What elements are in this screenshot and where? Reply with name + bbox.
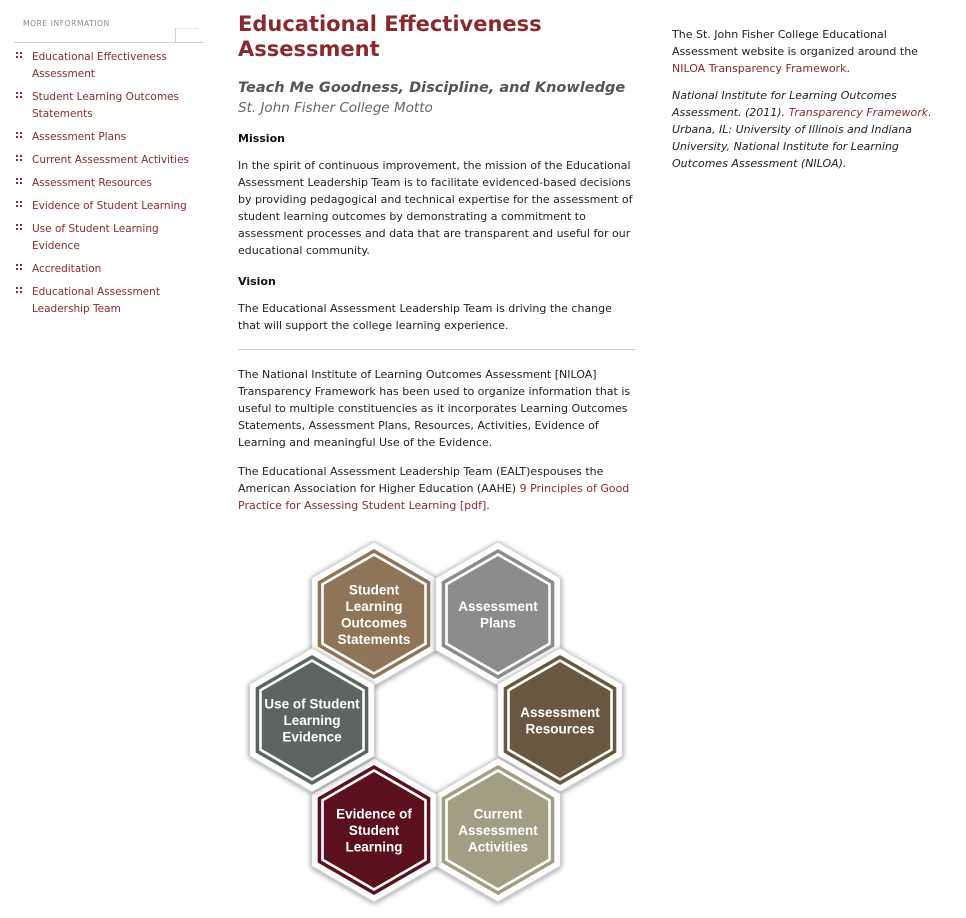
sidebar-link[interactable]: Assessment Resources <box>32 177 152 189</box>
transparency-framework-link[interactable]: Transparency Framework <box>788 106 929 119</box>
framework-citation: National Institute for Learning Outcomes Assessment. (2011). Transparency Framework. Urbana, IL: University of Illinois and Indiana University, National Institute for Learning Outcomes Assessment (NILOA). <box>672 89 932 170</box>
page-title: Educational Effectiveness Assessment <box>238 12 542 61</box>
ealt-paragraph: The Educational Assessment Leadership Team (EALT)espouses the American Association for Higher Education (AAHE) 9 Principles of Good Practice for Assessing Student Learning [pdf]. <box>238 465 630 512</box>
grip-bullet-icon <box>16 92 22 99</box>
sidebar-item-leadership-team[interactable] <box>14 284 204 318</box>
more-information-label: MORE INFORMATION <box>23 19 110 28</box>
hex-label-line: Assessment <box>520 704 600 720</box>
hex-label-line: Statements <box>337 631 411 647</box>
sidebar-link[interactable]: Evidence of Student Learning <box>32 200 187 212</box>
sidebar-item-assessment-plans[interactable] <box>14 129 204 146</box>
sidebar-link[interactable]: Educational Effectiveness Assessment <box>32 51 167 80</box>
vision-text: The Educational Assessment Leadership Team is driving the change that will support the college learning experience. <box>238 302 612 332</box>
grip-bullet-icon <box>16 264 22 271</box>
hex-label-line: Learning <box>345 839 403 855</box>
grip-bullet-icon <box>16 201 22 208</box>
sidebar-link[interactable]: Student Learning Outcomes Statements <box>32 91 179 120</box>
niloa-framework-link[interactable]: NILOA Transparency Framework <box>672 62 847 75</box>
grip-bullet-icon <box>16 52 22 59</box>
hex-label-line: Learning <box>283 713 341 728</box>
vision-heading: Vision <box>238 275 276 288</box>
mission-text: In the spirit of continuous improvement, the mission of the Educational Assessment Leadership Team is to facilitate evidenced-based decisions by providing pedagogical and technical expertise for the assessment of student learning outcomes by demonstrating a commitment to assessment processes and data that are transparent and useful for our educational community. <box>238 159 633 257</box>
section-divider <box>238 349 636 350</box>
hex-label-line: Outcomes <box>340 615 408 631</box>
grip-bullet-icon <box>16 155 22 162</box>
hex-label-line: Evidence <box>282 729 342 745</box>
sidebar-item-evidence[interactable] <box>14 198 204 215</box>
right-column <box>672 26 954 182</box>
sidebar-item-accreditation[interactable] <box>14 261 204 278</box>
sidebar-item-learning-outcomes[interactable] <box>14 89 204 123</box>
grip-bullet-icon <box>16 287 22 294</box>
sidebar-list <box>14 49 204 318</box>
framework-intro: The St. John Fisher College Educational Assessment website is organized around the NILOA Transparency Framework. <box>672 28 918 75</box>
sidebar-item-use-of-evidence[interactable] <box>14 221 204 255</box>
sidebar-item-assessment-resources[interactable] <box>14 175 204 192</box>
main-content <box>238 12 636 514</box>
hex-label-line: Student <box>348 582 400 598</box>
mission-heading: Mission <box>238 132 285 145</box>
hex-label-line: Student <box>348 823 400 838</box>
hexagon-diagram-svg <box>232 534 642 914</box>
hex-label-line: Plans <box>479 615 517 631</box>
motto-source: St. John Fisher College Motto <box>238 100 433 116</box>
principles-pdf-link[interactable]: 9 Principles of Good Practice for Assessing Student Learning [pdf] <box>238 482 630 512</box>
hex-label-line: Use of Student <box>264 696 360 712</box>
hex-label-line: Assessment <box>458 823 538 838</box>
sidebar-link[interactable]: Educational Assessment Leadership Team <box>32 286 160 315</box>
grip-bullet-icon <box>16 132 22 139</box>
header-tab-decoration <box>175 28 198 43</box>
hex-label-line: Evidence of <box>336 806 412 822</box>
hex-label-line: Activities <box>467 839 529 855</box>
hex-label-line: Assessment <box>458 598 538 614</box>
sidebar-link[interactable]: Assessment Plans <box>32 131 127 143</box>
sidebar-link[interactable]: Accreditation <box>32 263 102 275</box>
transparency-framework-diagram <box>232 534 642 914</box>
more-information-header <box>14 14 204 43</box>
sidebar-nav <box>14 14 204 324</box>
college-motto: Teach Me Goodness, Discipline, and Knowledge <box>238 80 626 96</box>
sidebar-item-educational-effectiveness[interactable] <box>14 49 204 83</box>
hex-label-line: Resources <box>525 721 595 737</box>
niloa-paragraph: The National Institute of Learning Outcomes Assessment [NILOA] Transparency Framework has been used to organize information that is useful to multiple constituencies as it incorporates Learning Outcomes Statements, Assessment Plans, Resources, Activities, Evidence of Learning and meaningful Use of the Evidence. <box>238 368 631 449</box>
hex-label-line: Current <box>473 806 523 822</box>
sidebar-link[interactable]: Use of Student Learning Evidence <box>32 223 159 252</box>
hex-label-line: Learning <box>345 598 403 614</box>
sidebar-item-current-activities[interactable] <box>14 152 204 169</box>
sidebar-link[interactable]: Current Assessment Activities <box>32 154 189 166</box>
grip-bullet-icon <box>16 224 22 231</box>
grip-bullet-icon <box>16 178 22 185</box>
